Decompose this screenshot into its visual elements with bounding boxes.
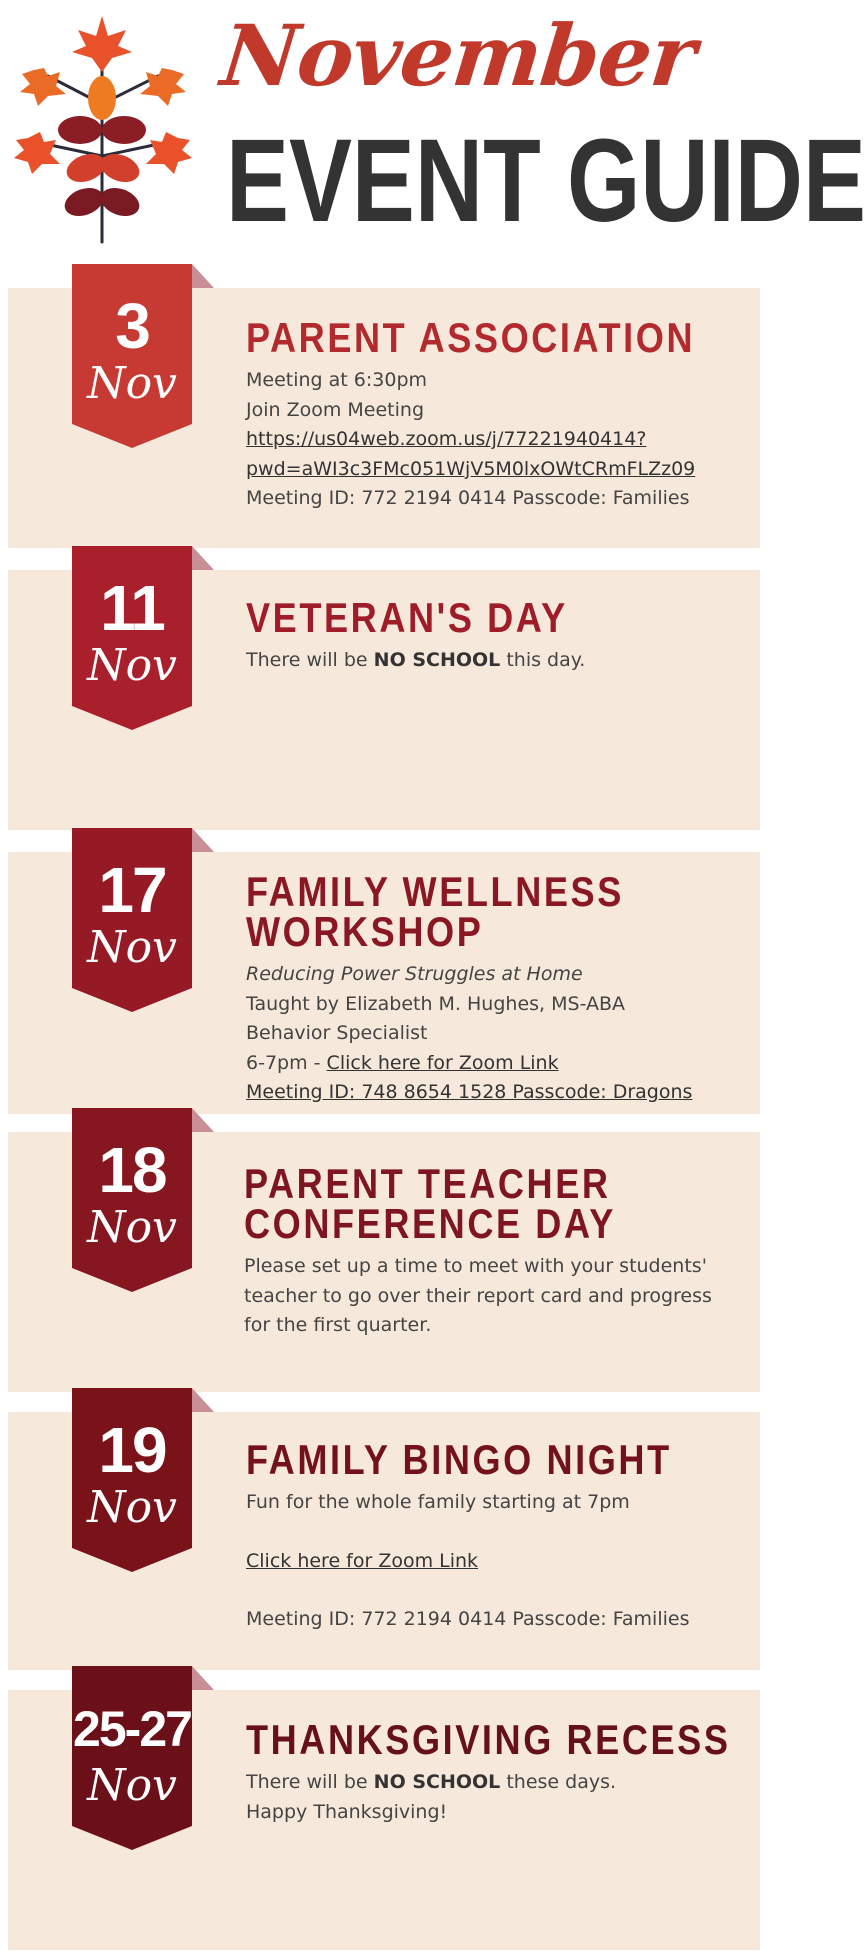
- zoom-link[interactable]: Click here for Zoom Link: [246, 1549, 479, 1572]
- event-title-line: PARENT TEACHER: [244, 1160, 611, 1207]
- meeting-id: Meeting ID: 772 2194 0414 Passcode: Families: [246, 487, 690, 509]
- event-day: 11: [100, 572, 164, 644]
- event-line: [246, 1768, 738, 1798]
- meeting-id: Meeting ID: 772 2194 0414 Passcode: Families: [246, 1608, 690, 1630]
- no-school-emphasis: NO SCHOOL: [373, 1771, 501, 1793]
- no-school-emphasis: NO SCHOOL: [373, 649, 501, 671]
- zoom-meeting-link[interactable]: https://us04web.zoom.us/j/77221940414?: [246, 428, 647, 450]
- autumn-leaves-icon: [8, 6, 198, 246]
- event-day: 19: [98, 1414, 166, 1486]
- event-day: 3: [115, 290, 149, 362]
- date-ribbon: [72, 828, 192, 1012]
- event-month: Nov: [87, 1760, 177, 1811]
- event-guide-title: EVENT GUIDE: [226, 115, 866, 247]
- event-title: VETERAN'S DAY: [246, 594, 568, 641]
- event-line: [246, 646, 738, 676]
- event-month: Nov: [87, 358, 177, 409]
- date-ribbon: [72, 1108, 192, 1292]
- event-title: PARENT ASSOCIATION: [246, 314, 696, 361]
- event-title: THANKSGIVING RECESS: [246, 1716, 731, 1763]
- event-line: Taught by Elizabeth M. Hughes, MS-ABA: [246, 992, 626, 1015]
- event-title: [246, 868, 737, 955]
- event-line: for the first quarter.: [244, 1314, 432, 1336]
- event-month: Nov: [87, 1482, 177, 1533]
- event-time: 6-7pm -: [246, 1051, 327, 1074]
- date-ribbon: [72, 264, 192, 448]
- text-prefix: There will be: [246, 1771, 374, 1793]
- text-prefix: There will be: [246, 649, 374, 671]
- date-ribbon: [72, 546, 192, 730]
- zoom-link[interactable]: Click here for Zoom Link: [326, 1051, 559, 1074]
- date-ribbon: [72, 1388, 192, 1572]
- event-line: Fun for the whole family starting at 7pm: [246, 1491, 630, 1513]
- month-title: November: [216, 6, 700, 105]
- event-title-line: FAMILY WELLNESS: [246, 868, 624, 915]
- date-ribbon: [72, 1666, 192, 1850]
- event-month: Nov: [87, 640, 177, 691]
- event-title-line: WORKSHOP: [246, 908, 484, 955]
- meeting-id-link[interactable]: Meeting ID: 748 8654 1528 Passcode: Dragons: [246, 1081, 693, 1103]
- event-day: 25-27: [73, 1701, 191, 1757]
- event-title-line: CONFERENCE DAY: [244, 1200, 616, 1247]
- event-line: Behavior Specialist: [246, 1022, 428, 1044]
- event-title: [244, 1160, 737, 1247]
- event-line: Happy Thanksgiving!: [246, 1800, 448, 1823]
- text-suffix: this day.: [500, 649, 586, 671]
- zoom-meeting-link[interactable]: pwd=aWI3c3FMc051WjV5M0lxOWtCRmFLZz09: [246, 457, 696, 480]
- event-month: Nov: [87, 1202, 177, 1253]
- event-line: teacher to go over their report card and progress: [244, 1284, 712, 1307]
- header: [0, 0, 866, 262]
- event-month: Nov: [87, 922, 177, 973]
- event-day: 17: [98, 854, 166, 926]
- event-title: FAMILY BINGO NIGHT: [246, 1436, 672, 1483]
- event-line: Please set up a time to meet with your students': [244, 1255, 707, 1277]
- event-day: 18: [98, 1134, 166, 1206]
- event-subtitle: Reducing Power Struggles at Home: [246, 963, 583, 985]
- text-suffix: these days.: [500, 1771, 617, 1793]
- event-line: Join Zoom Meeting: [246, 398, 425, 421]
- event-line: Meeting at 6:30pm: [246, 369, 428, 391]
